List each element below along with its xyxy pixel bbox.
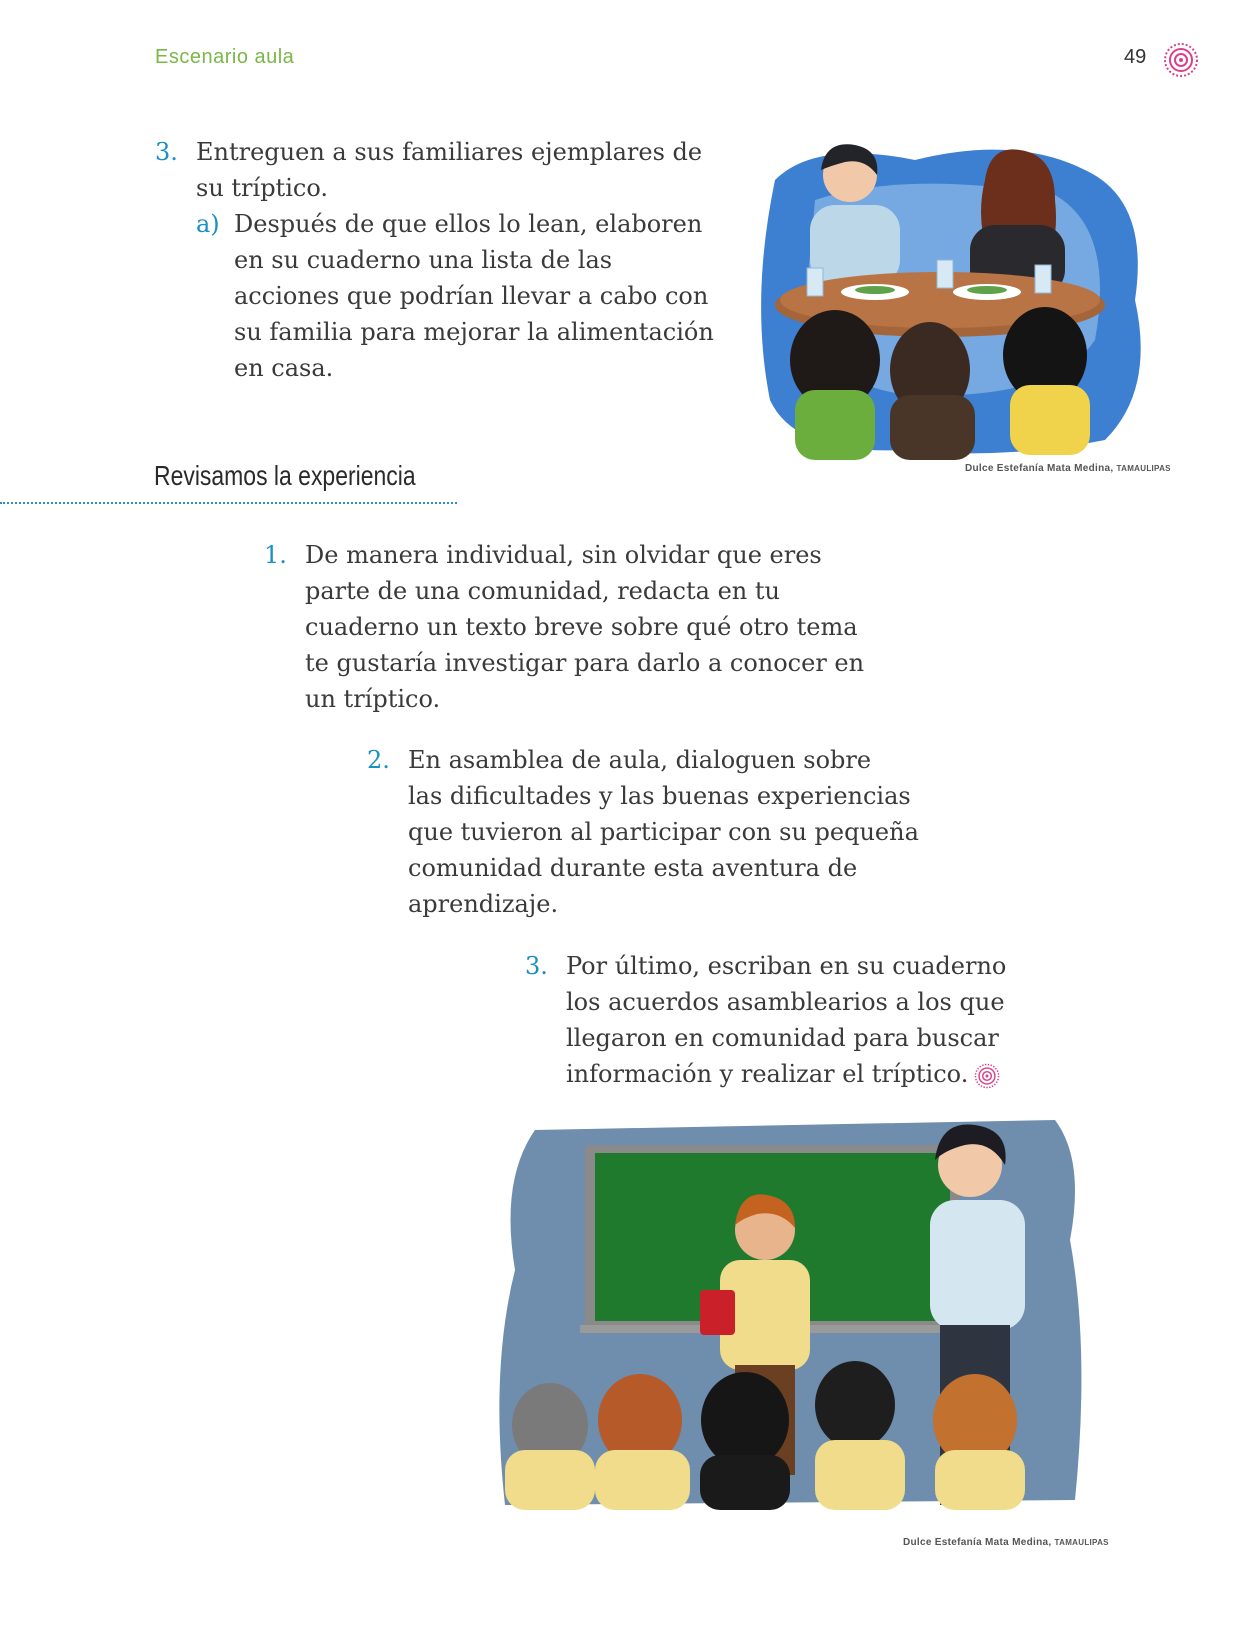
- item-line: un tríptico.: [305, 685, 441, 713]
- credit-place: TAMAULIPAS: [1116, 464, 1171, 473]
- list-item: [367, 742, 987, 922]
- item-line: información y realizar el tríptico.: [566, 1060, 969, 1088]
- item-number: 1.: [264, 541, 287, 569]
- family-dinner-illustration: [755, 140, 1155, 460]
- list-item: [525, 948, 1125, 1092]
- intro-line: su tríptico.: [196, 174, 328, 202]
- item-line: te gustaría investigar para darlo a conocer en: [305, 649, 865, 677]
- item-line: comunidad durante esta aventura de: [408, 854, 858, 882]
- sub-item-letter: a): [196, 210, 220, 238]
- sub-line: su familia para mejorar la alimentación: [234, 318, 714, 346]
- item-line: aprendizaje.: [408, 890, 559, 918]
- item-last-line: [566, 1056, 1125, 1092]
- list-item: [264, 537, 904, 717]
- sub-line: Después de que ellos lo lean, elaboren: [234, 210, 703, 238]
- sub-line: acciones que podrían llevar a cabo con: [234, 282, 709, 310]
- section-divider: [0, 502, 457, 504]
- image-credit: [903, 1537, 1109, 1548]
- item-line: En asamblea de aula, dialoguen sobre: [408, 746, 872, 774]
- intro-line: Entreguen a sus familiares ejemplares de: [196, 138, 703, 166]
- credit-name: Dulce Estefanía Mata Medina,: [903, 1537, 1052, 1548]
- image-credit: [965, 463, 1171, 474]
- section-heading: Revisamos la experiencia: [154, 460, 416, 491]
- sub-line: en su cuaderno una lista de las: [234, 246, 613, 274]
- item-line: las dificultades y las buenas experiencias: [408, 782, 911, 810]
- item-number: 3.: [155, 138, 178, 166]
- item-number: 3.: [525, 952, 548, 980]
- running-header: Escenario aula: [155, 46, 295, 68]
- item-line: llegaron en comunidad para buscar: [566, 1024, 999, 1052]
- classroom-illustration: [495, 1120, 1090, 1510]
- rosette-icon: [1163, 42, 1199, 78]
- item-line: parte de una comunidad, redacta en tu: [305, 577, 780, 605]
- credit-name: Dulce Estefanía Mata Medina,: [965, 463, 1114, 474]
- end-rosette-icon: [974, 1063, 1000, 1089]
- item-line: los acuerdos asamblearios a los que: [566, 988, 1005, 1016]
- item-line: Por último, escriban en su cuaderno: [566, 952, 1007, 980]
- sub-line: en casa.: [234, 354, 334, 382]
- item-number: 2.: [367, 746, 390, 774]
- item-line: que tuvieron al participar con su pequeña: [408, 818, 919, 846]
- intro-item: [155, 134, 715, 386]
- item-line: De manera individual, sin olvidar que eres: [305, 541, 822, 569]
- credit-place: TAMAULIPAS: [1054, 1538, 1109, 1547]
- item-line: cuaderno un texto breve sobre qué otro tema: [305, 613, 858, 641]
- page-number: 49: [1124, 46, 1147, 68]
